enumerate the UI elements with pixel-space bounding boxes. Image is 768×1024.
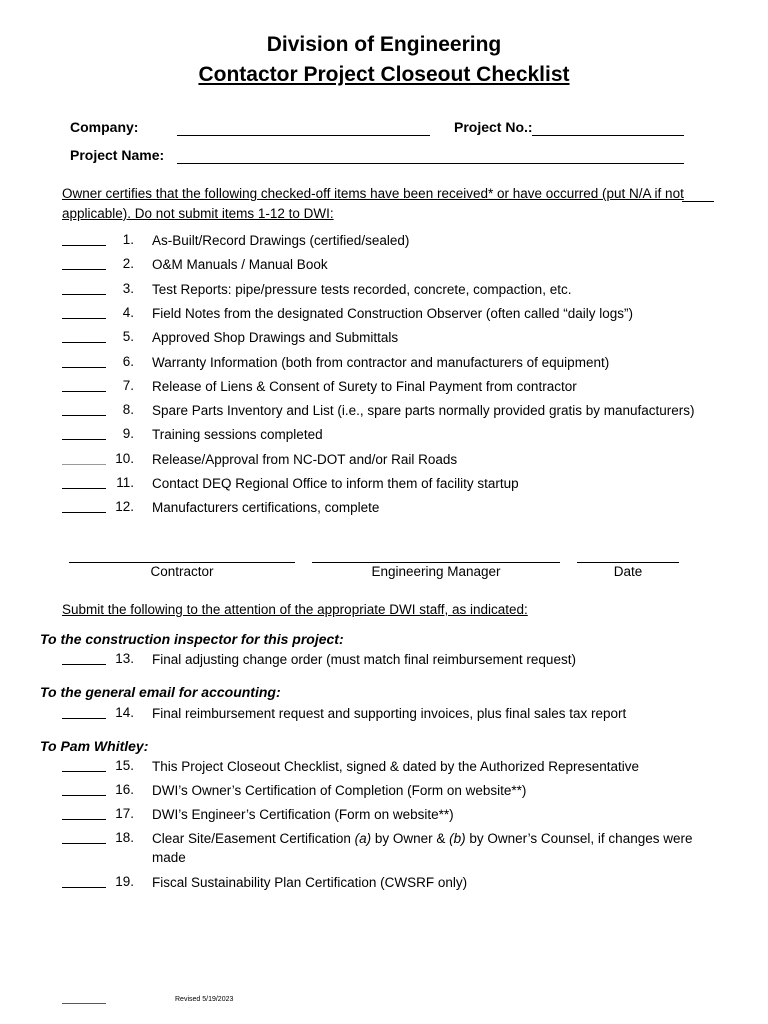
whitley-heading: To Pam Whitley: [40, 738, 149, 754]
item-19-text: Fiscal Sustainability Plan Certification (CWSRF only) [152, 875, 468, 890]
item-5-blank[interactable] [62, 342, 106, 343]
intro-line-1: Owner certifies that the following checked-off items have been received* or have occurred (put N/A if not [62, 186, 684, 201]
item-16-number: 16. [115, 782, 134, 797]
item-18-text-b: by Owner & [371, 831, 450, 846]
document-title: Division of Engineering [266, 33, 502, 56]
item-4-text: Field Notes from the designated Construction Observer (often called “daily logs”) [152, 306, 633, 321]
item-10-text: Release/Approval from NC-DOT and/or Rail Roads [152, 452, 458, 467]
project-name-field[interactable] [177, 163, 684, 164]
item-18-italic-a: (a) [354, 831, 372, 846]
intro-line-2: applicable). Do not submit items 1-12 to DWI: [62, 206, 334, 221]
item-8-number: 8. [122, 402, 134, 417]
item-11-number: 11. [116, 475, 134, 490]
date-signature-line[interactable] [577, 562, 679, 563]
engineering-manager-caption: Engineering Manager [371, 564, 501, 579]
item-8-blank[interactable] [62, 415, 106, 416]
item-13-text: Final adjusting change order (must match final reimbursement request) [152, 652, 576, 667]
engineering-manager-signature-line[interactable] [312, 562, 560, 563]
item-14-number: 14. [115, 705, 134, 720]
item-2-number: 2. [122, 256, 134, 271]
item-12-number: 12. [115, 499, 134, 514]
inspector-heading: To the construction inspector for this project: [40, 631, 344, 647]
company-field[interactable] [177, 135, 430, 136]
footer-link[interactable] [62, 1003, 106, 1004]
item-6-number: 6. [122, 354, 134, 369]
item-14-blank[interactable] [62, 718, 106, 719]
item-19-blank[interactable] [62, 887, 106, 888]
project-no-label: Project No.: [454, 119, 533, 135]
item-7-text: Release of Liens & Consent of Surety to Final Payment from contractor [152, 379, 577, 394]
submit-note: Submit the following to the attention of the appropriate DWI staff, as indicated: [62, 602, 528, 617]
intro-underline-tail [682, 201, 714, 202]
item-7-blank[interactable] [62, 391, 106, 392]
item-18-italic-b: (b) [449, 831, 466, 846]
item-18-text-c: by Owner’s Counsel, if changes were [465, 831, 693, 846]
item-18-number: 18. [115, 830, 134, 845]
item-8-text: Spare Parts Inventory and List (i.e., spare parts normally provided gratis by manufacturers) [152, 403, 695, 418]
item-13-number: 13. [115, 651, 134, 666]
item-14-text: Final reimbursement request and supporting invoices, plus final sales tax report [152, 706, 627, 721]
item-10-number: 10. [115, 451, 134, 466]
item-17-blank[interactable] [62, 819, 106, 820]
item-5-number: 5. [122, 329, 134, 344]
item-3-text: Test Reports: pipe/pressure tests recorded, concrete, compaction, etc. [152, 282, 572, 297]
contractor-caption: Contractor [150, 564, 214, 579]
item-15-blank[interactable] [62, 771, 106, 772]
item-13-blank[interactable] [62, 664, 106, 665]
item-11-text: Contact DEQ Regional Office to inform them of facility startup [152, 476, 519, 491]
contractor-signature-line[interactable] [69, 562, 295, 563]
company-label: Company: [70, 119, 139, 135]
item-6-blank[interactable] [62, 367, 106, 368]
item-12-blank[interactable] [62, 512, 106, 513]
project-no-field[interactable] [532, 135, 684, 136]
accounting-heading: To the general email for accounting: [40, 684, 281, 700]
item-16-blank[interactable] [62, 795, 106, 796]
item-17-text: DWI’s Engineer’s Certification (Form on website**) [152, 807, 454, 822]
item-1-blank[interactable] [62, 245, 106, 246]
item-5-text: Approved Shop Drawings and Submittals [152, 330, 399, 345]
item-2-blank[interactable] [62, 269, 106, 270]
item-9-blank[interactable] [62, 439, 106, 440]
item-4-blank[interactable] [62, 318, 106, 319]
item-1-number: 1. [122, 232, 134, 247]
item-9-number: 9. [122, 426, 134, 441]
item-3-number: 3. [122, 281, 134, 296]
item-10-blank[interactable] [62, 464, 106, 465]
item-2-text: O&M Manuals / Manual Book [152, 257, 328, 272]
revised-date: Revised 5/19/2023 [175, 996, 234, 1003]
item-6-text: Warranty Information (both from contractor and manufacturers of equipment) [152, 355, 610, 370]
item-18-text-d: made [152, 850, 186, 865]
item-3-blank[interactable] [62, 294, 106, 295]
item-7-number: 7. [122, 378, 134, 393]
item-4-number: 4. [122, 305, 134, 320]
item-1-text: As-Built/Record Drawings (certified/sealed) [152, 233, 410, 248]
item-18-blank[interactable] [62, 843, 106, 844]
item-18-text-a: Clear Site/Easement Certification [152, 831, 355, 846]
date-caption: Date [613, 564, 643, 579]
item-11-blank[interactable] [62, 488, 106, 489]
item-17-number: 17. [115, 806, 134, 821]
item-15-text: This Project Closeout Checklist, signed & dated by the Authorized Representative [152, 759, 640, 774]
item-15-number: 15. [115, 758, 134, 773]
document-subtitle: Contactor Project Closeout Checklist [198, 63, 570, 86]
item-16-text: DWI’s Owner’s Certification of Completion (Form on website**) [152, 783, 527, 798]
item-18-text [152, 829, 722, 867]
item-9-text: Training sessions completed [152, 427, 323, 442]
project-name-label: Project Name: [70, 147, 165, 163]
item-12-text: Manufacturers certifications, complete [152, 500, 380, 515]
item-19-number: 19. [115, 874, 134, 889]
